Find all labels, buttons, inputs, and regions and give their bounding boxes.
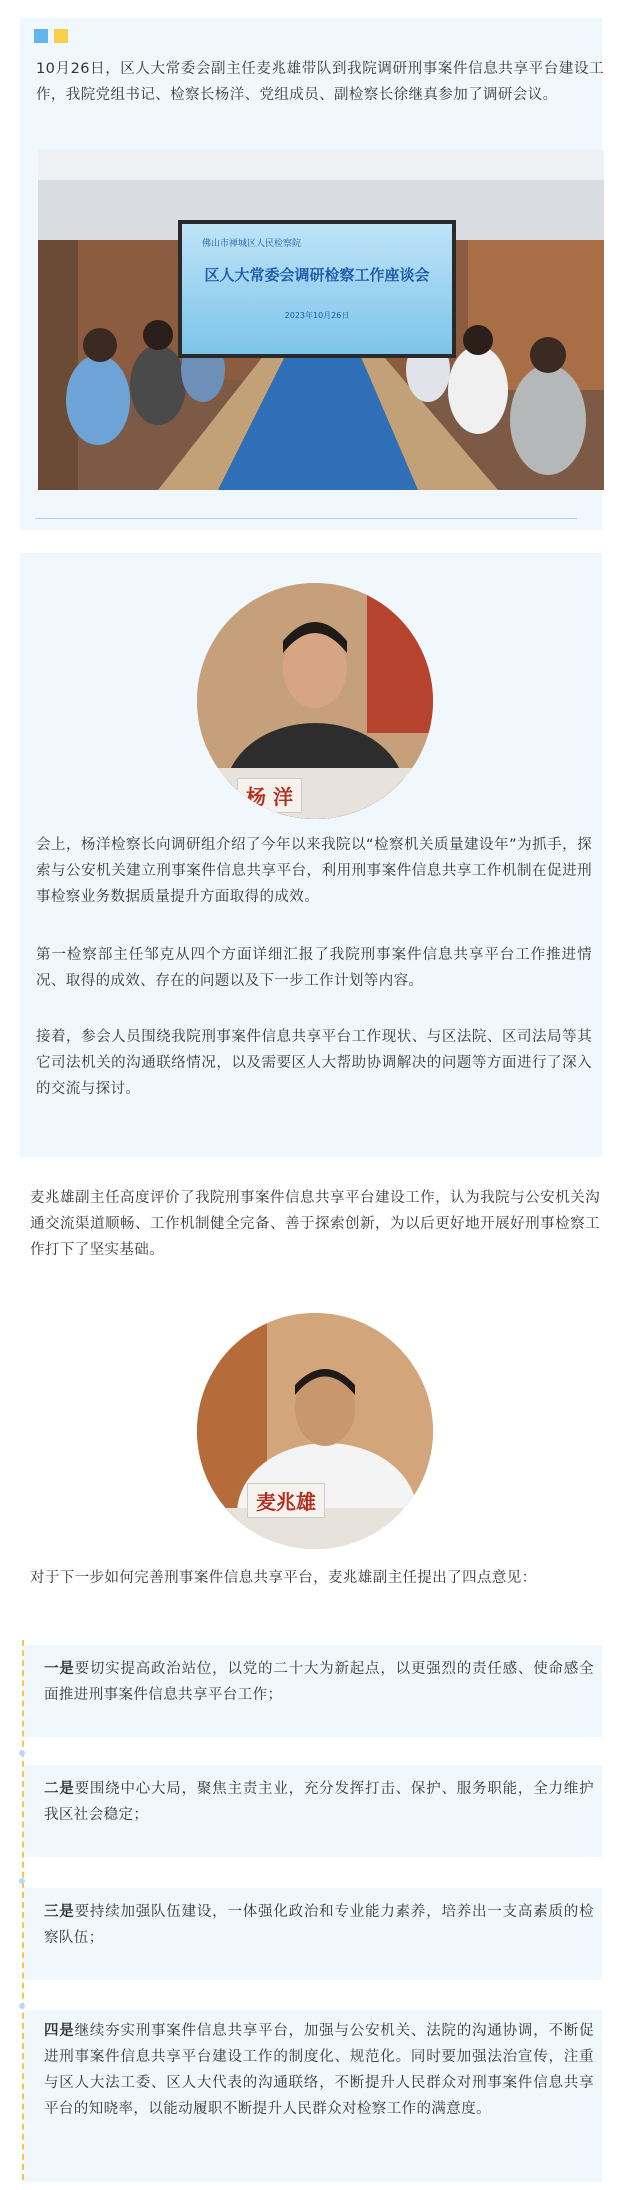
presentation-screen <box>178 220 456 358</box>
portrait-mai-zhaoxiong <box>197 1313 433 1549</box>
guide-dot <box>19 1750 25 1756</box>
paragraph-report: 会上，杨洋检察长向调研组介绍了今年以来我院以“检察机关质量建设年”为抓手，探索与公安机关建立刑事案件信息共享平台，利用刑事案件信息共享工作机制在促进刑事检察业务数据质量提升方面取得的成效。 <box>36 837 592 905</box>
point-lead: 三是 <box>44 1904 75 1920</box>
paragraph-four-points-intro: 对于下一步如何完善刑事案件信息共享平台，麦兆雄副主任提出了四点意见： <box>30 1570 537 1586</box>
point-2 <box>44 1776 594 1828</box>
point-3 <box>44 1899 594 1951</box>
point-text: 要持续加强队伍建设，一体强化政治和专业能力素养，培养出一支高素质的检察队伍； <box>44 1904 594 1946</box>
guide-dot <box>19 2003 25 2009</box>
point-lead: 四是 <box>44 2023 75 2039</box>
yellow-square-icon <box>54 29 68 43</box>
point-text: 要切实提高政治站位，以党的二十大为新起点，以更强烈的责任感、使命感全面推进刑事案件信息共享平台工作； <box>44 1661 594 1703</box>
meeting-photo <box>38 150 604 490</box>
point-1 <box>44 1656 594 1708</box>
screen-title: 区人大常委会调研检察工作座谈会 <box>204 266 430 284</box>
point-lead: 一是 <box>44 1661 75 1677</box>
nameplate-mai-zhaoxiong: 麦兆雄 <box>247 1483 325 1518</box>
portrait-yang-yang <box>197 583 433 819</box>
point-text: 继续夯实刑事案件信息共享平台，加强与公安机关、法院的沟通协调，不断促进刑事案件信息共享平台建设工作的制度化、规范化。同时要加强法治宣传，注重与区人大法工委、区人大代表的沟通联络，不断提升人民群众对刑事案件信息共享平台的知晓率，以能动履职不断提升人民群众对检察工作的满意度。 <box>44 2023 594 2117</box>
guide-dot <box>19 1878 25 1884</box>
portrait-illustration <box>197 583 433 819</box>
paragraph-evaluation: 麦兆雄副主任高度评价了我院刑事案件信息共享平台建设工作，认为我院与公安机关沟通交流渠道顺畅、工作机制健全完备、善于探索创新，为以后更好地开展好刑事检察工作打下了坚实基础。 <box>30 1190 600 1258</box>
point-text: 要围绕中心大局，聚焦主责主业，充分发挥打击、保护、服务职能，全力维护我区社会稳定； <box>44 1781 594 1823</box>
intro-paragraph: 10月26日，区人大常委会副主任麦兆雄带队到我院调研刑事案件信息共享平台建设工作，我院党组书记、检察长杨洋、党组成员、副检察长徐继真参加了调研会议。 <box>36 61 604 103</box>
nameplate-yang-yang: 杨 洋 <box>237 778 302 813</box>
paragraph-summary: 第一检察部主任邹克从四个方面详细汇报了我院刑事案件信息共享平台工作推进情况、取得的成效、存在的问题以及下一步工作计划等内容。 <box>36 947 592 989</box>
decor-squares <box>34 28 74 47</box>
point-4 <box>44 2018 594 2122</box>
screen-org-label: 佛山市禅城区人民检察院 <box>202 239 302 249</box>
screen-date: 2023年10月26日 <box>284 311 350 320</box>
paragraph-discussion: 接着，参会人员围绕我院刑事案件信息共享平台工作现状、与区法院、区司法局等其它司法机关的沟通联络情况，以及需要区人大帮助协调解决的问题等方面进行了深入的交流与探讨。 <box>36 1029 592 1097</box>
point-lead: 二是 <box>44 1781 75 1797</box>
section-divider <box>35 518 577 519</box>
blue-square-icon <box>34 29 48 43</box>
